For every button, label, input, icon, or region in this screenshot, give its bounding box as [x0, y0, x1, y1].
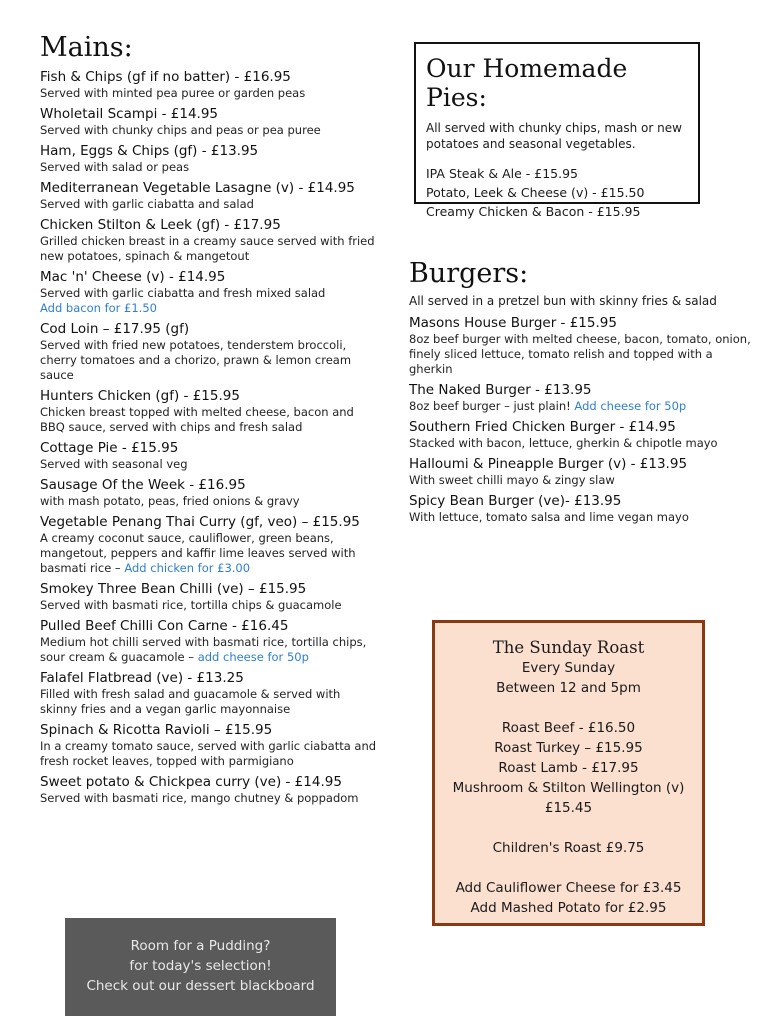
roast-children: Children's Roast £9.75 [492, 840, 645, 856]
menu-item-desc-text: In a creamy tomato sauce, served with garlic ciabatta and fresh rocket leaves, topped with parmigiano [40, 739, 377, 768]
menu-item-name: Hunters Chicken (gf) - £15.95 [40, 388, 240, 404]
burgers-list [409, 315, 754, 525]
menu-item-name: Masons House Burger - £15.95 [409, 315, 617, 331]
menu-item-desc [40, 531, 380, 576]
menu-item-name: Cottage Pie - £15.95 [40, 440, 179, 456]
menu-item-desc-text: With lettuce, tomato salsa and lime vegan mayo [409, 510, 689, 524]
menu-item-name: Smokey Three Bean Chilli (ve) – £15.95 [40, 581, 307, 597]
menu-item [40, 618, 380, 665]
roast-item: Roast Beef - £16.50 [501, 720, 636, 736]
menu-item-name: Mac 'n' Cheese (v) - £14.95 [40, 269, 226, 285]
menu-item [40, 69, 380, 101]
menu-item-desc [409, 399, 754, 414]
menu-item-desc [40, 739, 380, 769]
menu-item-addon: add cheese for 50p [197, 650, 309, 664]
menu-item-name: Wholetail Scampi - £14.95 [40, 106, 219, 122]
pudding-line: for today's selection! [129, 958, 272, 974]
menu-item-desc [40, 197, 380, 212]
menu-item-desc-text: Served with basmati rice, mango chutney & poppadom [40, 791, 359, 805]
menu-item [40, 670, 380, 717]
menu-item [40, 180, 380, 212]
menu-item-desc-text: Filled with fresh salad and guacamole & served with skinny fries and a vegan garlic mayonnaise [40, 687, 341, 716]
menu-item-desc-text: A creamy coconut sauce, cauliflower, green beans, mangetout, peppers and kaffir lime leaves served with basmati rice – [40, 531, 356, 575]
roast-day: Every Sunday [521, 660, 616, 676]
pudding-line: Room for a Pudding? [130, 938, 271, 954]
menu-item-name: Spicy Bean Burger (ve)- £13.95 [409, 493, 622, 509]
menu-item [40, 774, 380, 806]
menu-item [409, 382, 754, 414]
burgers-intro: All served in a pretzel bun with skinny fries & salad [409, 294, 717, 308]
menu-item [409, 493, 754, 525]
menu-item-addon: Add chicken for £3.00 [124, 561, 251, 575]
menu-item-desc-text: with mash potato, peas, fried onions & gravy [40, 494, 300, 508]
menu-item [40, 581, 380, 613]
menu-item-name: Falafel Flatbread (ve) - £13.25 [40, 670, 244, 686]
menu-item-desc [409, 473, 754, 488]
menu-item [40, 440, 380, 472]
mains-title: Mains: [40, 32, 133, 63]
menu-item-desc-text: 8oz beef burger – just plain! [409, 399, 571, 413]
pie-item: IPA Steak & Ale - £15.95 [426, 166, 578, 181]
pies-title: Our Homemade Pies: [426, 54, 628, 112]
menu-item-desc [40, 123, 380, 138]
menu-item-name: Ham, Eggs & Chips (gf) - £13.95 [40, 143, 259, 159]
roast-item: Roast Turkey – £15.95 [494, 740, 643, 756]
menu-item-desc-text: Medium hot chilli served with basmati rice, tortilla chips, sour cream & guacamole – [40, 635, 367, 664]
menu-item-name: Sweet potato & Chickpea curry (ve) - £14.95 [40, 774, 342, 790]
roast-extra: Add Cauliflower Cheese for £3.45 [455, 880, 682, 896]
menu-item-desc [40, 338, 380, 383]
menu-item-name: Cod Loin – £17.95 (gf) [40, 321, 190, 337]
menu-item [40, 514, 380, 576]
menu-item-desc [40, 494, 380, 509]
menu-item-desc [40, 86, 380, 101]
burgers-section [409, 258, 754, 530]
menu-item-desc-text: Served with salad or peas [40, 160, 190, 174]
menu-item-desc-text: Served with garlic ciabatta and salad [40, 197, 254, 211]
menu-item-desc [40, 687, 380, 717]
roast-extra: Add Mashed Potato for £2.95 [470, 900, 667, 916]
menu-item [40, 722, 380, 769]
menu-item-desc-text: Served with garlic ciabatta and fresh mixed salad [40, 286, 326, 300]
menu-item-desc [40, 598, 380, 613]
menu-item-desc [40, 234, 380, 264]
menu-item-addon: Add bacon for £1.50 [40, 301, 157, 315]
menu-item [409, 315, 754, 377]
menu-item-desc-text: Served with fried new potatoes, tenderstem broccoli, cherry tomatoes and a chorizo, prawn & lemon cream sauce [40, 338, 352, 382]
menu-item-desc-text: Stacked with bacon, lettuce, gherkin & chipotle mayo [409, 436, 718, 450]
menu-item-name: Chicken Stilton & Leek (gf) - £17.95 [40, 217, 281, 233]
menu-item-desc [409, 332, 754, 377]
menu-item-name: Sausage Of the Week - £16.95 [40, 477, 246, 493]
menu-item-desc-text: Grilled chicken breast in a creamy sauce served with fried new potatoes, spinach & mangetout [40, 234, 375, 263]
menu-item-desc [409, 436, 754, 451]
menu-item-desc-text: Served with seasonal veg [40, 457, 188, 471]
menu-item-desc-text: With sweet chilli mayo & zingy slaw [409, 473, 615, 487]
menu-item-desc [40, 160, 380, 175]
roast-item-price: £15.45 [544, 800, 593, 816]
menu-item [40, 321, 380, 383]
menu-item-desc [40, 457, 380, 472]
menu-item-name: Pulled Beef Chilli Con Carne - £16.45 [40, 618, 289, 634]
menu-item-addon: Add cheese for 50p [574, 399, 687, 413]
menu-item [40, 388, 380, 435]
menu-item-name: Southern Fried Chicken Burger - £14.95 [409, 419, 676, 435]
pie-item: Creamy Chicken & Bacon - £15.95 [426, 204, 641, 219]
menu-item-desc-text: 8oz beef burger with melted cheese, bacon, tomato, onion, finely sliced lettuce, tomato relish and topped with a gherkin [409, 332, 751, 376]
roast-item: Roast Lamb - £17.95 [498, 760, 639, 776]
menu-item [40, 106, 380, 138]
mains-section [40, 32, 380, 811]
pudding-box [65, 918, 336, 1016]
menu-item-desc [40, 286, 380, 316]
menu-item-name: Spinach & Ricotta Ravioli – £15.95 [40, 722, 273, 738]
roast-title: The Sunday Roast [492, 638, 645, 657]
menu-item-desc-text: Served with minted pea puree or garden peas [40, 86, 306, 100]
pudding-line: Check out our dessert blackboard [86, 978, 315, 994]
menu-item [40, 143, 380, 175]
menu-item-desc-text: Served with chunky chips and peas or pea puree [40, 123, 321, 137]
menu-item-name: Vegetable Penang Thai Curry (gf, veo) – £15.95 [40, 514, 360, 530]
menu-item-desc [40, 405, 380, 435]
menu-item-desc [40, 791, 380, 806]
menu-item-desc [409, 510, 754, 525]
menu-item-name: Mediterranean Vegetable Lasagne (v) - £14.95 [40, 180, 355, 196]
menu-item-name: Fish & Chips (gf if no batter) - £16.95 [40, 69, 291, 85]
sunday-roast-box [432, 620, 705, 926]
roast-hours: Between 12 and 5pm [496, 680, 641, 696]
pies-box [414, 42, 700, 219]
burgers-title: Burgers: [409, 258, 529, 289]
menu-item [409, 456, 754, 488]
menu-item-name: The Naked Burger - £13.95 [409, 382, 592, 398]
menu-item-desc-text: Served with basmati rice, tortilla chips & guacamole [40, 598, 342, 612]
pie-item: Potato, Leek & Cheese (v) - £15.50 [426, 185, 645, 200]
pies-intro: All served with chunky chips, mash or new potatoes and seasonal vegetables. [426, 121, 682, 151]
menu-item [409, 419, 754, 451]
menu-item [40, 269, 380, 316]
roast-item: Mushroom & Stilton Wellington (v) [452, 780, 685, 796]
menu-item [40, 477, 380, 509]
mains-list [40, 69, 380, 806]
menu-item [40, 217, 380, 264]
menu-item-name: Halloumi & Pineapple Burger (v) - £13.95 [409, 456, 688, 472]
menu-item-desc [40, 635, 380, 665]
menu-item-desc-text: Chicken breast topped with melted cheese, bacon and BBQ sauce, served with chips and fresh salad [40, 405, 354, 434]
